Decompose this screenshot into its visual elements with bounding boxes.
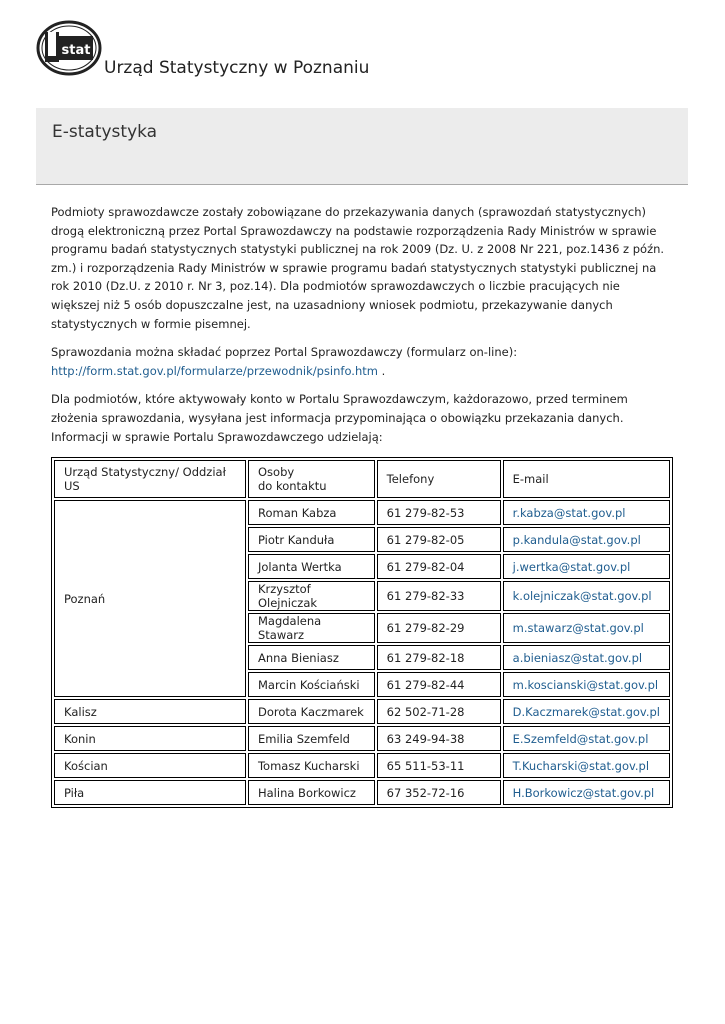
office-cell: Kalisz [54, 699, 246, 724]
contact-phone: 61 279-82-33 [377, 581, 501, 611]
portal-paragraph [51, 343, 671, 380]
contact-email-cell [503, 613, 670, 643]
contact-email-cell [503, 527, 670, 552]
contact-phone: 61 279-82-53 [377, 500, 501, 525]
contact-name: Magdalena Stawarz [248, 613, 375, 643]
contact-email-cell [503, 780, 670, 805]
contact-name: Halina Borkowicz [248, 780, 375, 805]
contact-info-paragraph: Dla podmiotów, które aktywowały konto w Portalu Sprawozdawczym, każdorazowo, przed terminem złożenia sprawozdania, wysyłana jest informacja przypominająca o obowiązku przekazania danych. Informacji w sprawie Portalu Sprawozdawczego udzielają: [51, 392, 628, 444]
contact-phone: 65 511-53-11 [377, 753, 501, 778]
office-cell-poznan: Poznań [54, 500, 246, 697]
table-row [54, 500, 670, 525]
header-contact-line2: do kontaktu [257, 479, 327, 493]
header-office: Urząd Statystyczny/ Oddział US [54, 460, 246, 498]
contact-name: Krzysztof Olejniczak [248, 581, 375, 611]
portal-link-suffix: . [377, 363, 386, 378]
contact-name: Marcin Kościański [248, 672, 375, 697]
contact-phone: 61 279-82-18 [377, 645, 501, 670]
contact-email-cell [503, 726, 670, 751]
table-row [54, 726, 670, 751]
office-cell: Piła [54, 780, 246, 805]
contact-name: Emilia Szemfeld [248, 726, 375, 751]
contact-email-cell [503, 645, 670, 670]
table-row [54, 699, 670, 724]
table-row [54, 753, 670, 778]
table-header-row [54, 460, 670, 498]
email-link[interactable]: H.Borkowicz@stat.gov.pl [512, 785, 655, 800]
title-band [36, 108, 688, 185]
contact-phone: 61 279-82-05 [377, 527, 501, 552]
email-link[interactable]: m.koscianski@stat.gov.pl [512, 677, 659, 692]
header-email: E-mail [503, 460, 670, 498]
portal-link[interactable]: http://form.stat.gov.pl/formularze/przewodnik/psinfo.htm [51, 363, 378, 378]
contact-email-cell [503, 699, 670, 724]
email-link[interactable]: p.kandula@stat.gov.pl [512, 532, 641, 547]
article-content [51, 203, 671, 456]
contact-name: Roman Kabza [248, 500, 375, 525]
page-title: E-statystyka [52, 122, 158, 142]
contact-phone: 63 249-94-38 [377, 726, 501, 751]
header-phone: Telefony [377, 460, 501, 498]
contact-email-cell [503, 672, 670, 697]
email-link[interactable]: D.Kaczmarek@stat.gov.pl [512, 704, 660, 719]
header-contact [248, 460, 375, 498]
contact-name: Piotr Kanduła [248, 527, 375, 552]
email-link[interactable]: E.Szemfeld@stat.gov.pl [512, 731, 649, 746]
contact-phone: 62 502-71-28 [377, 699, 501, 724]
contact-phone: 61 279-82-44 [377, 672, 501, 697]
organization-name: Urząd Statystyczny w Poznaniu [104, 58, 370, 78]
contact-name: Jolanta Wertka [248, 554, 375, 579]
contact-phone: 61 279-82-04 [377, 554, 501, 579]
ustat-logo[interactable] [36, 20, 102, 76]
contact-email-cell [503, 581, 670, 611]
contact-phone: 67 352-72-16 [377, 780, 501, 805]
header-contact-line1: Osoby [257, 465, 295, 479]
contact-email-cell [503, 753, 670, 778]
contact-phone: 61 279-82-29 [377, 613, 501, 643]
contact-email-cell [503, 554, 670, 579]
intro-paragraph: Podmioty sprawozdawcze zostały zobowiązane do przekazywania danych (sprawozdań statystycznych) drogą elektroniczną przez Portal Sprawozdawczy na podstawie rozporządzenia Rady Ministrów w sprawie programu badań statystycznych statystyki publicznej na rok 2009 (Dz. U. z 2008 Nr 221, poz.1436 z późn. zm.) i rozporządzenia Rady Ministrów w sprawie programu badań statystycznych statystyki publicznej na rok 2010 (Dz.U. z 2010 r. Nr 3, poz.14). Dla podmiotów sprawozdawczych o liczbie pracujących nie większej niż 5 osób dopuszczalne jest, na uzasadniony wniosek podmiotu, przekazywanie danych statystycznych w formie pisemnej. [51, 205, 665, 331]
contact-email-cell [503, 500, 670, 525]
header [36, 20, 696, 80]
email-link[interactable]: T.Kucharski@stat.gov.pl [512, 758, 650, 773]
email-link[interactable]: r.kabza@stat.gov.pl [512, 505, 626, 520]
table-row [54, 780, 670, 805]
portal-paragraph-text: Sprawozdania można składać poprzez Portal Sprawozdawczy (formularz on-line): [51, 345, 518, 360]
email-link[interactable]: k.olejniczak@stat.gov.pl [512, 589, 652, 603]
email-link[interactable]: a.bieniasz@stat.gov.pl [512, 650, 643, 665]
contact-name: Anna Bieniasz [248, 645, 375, 670]
contact-name: Dorota Kaczmarek [248, 699, 375, 724]
contact-name: Tomasz Kucharski [248, 753, 375, 778]
email-link[interactable]: m.stawarz@stat.gov.pl [512, 621, 644, 635]
contacts-table [51, 457, 673, 808]
office-cell: Kościan [54, 753, 246, 778]
svg-text:stat: stat [61, 43, 91, 58]
email-link[interactable]: j.wertka@stat.gov.pl [512, 559, 631, 574]
office-cell: Konin [54, 726, 246, 751]
